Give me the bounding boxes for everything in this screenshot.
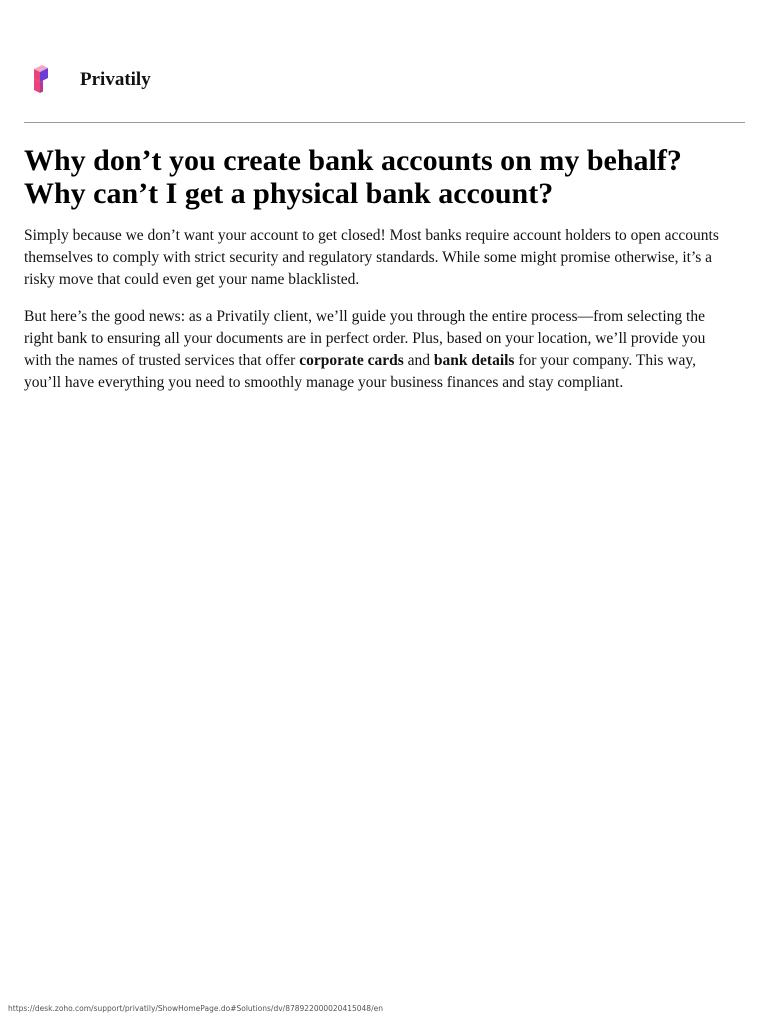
footer-url: https://desk.zoho.com/support/privatily/ShowHomePage.do#Solutions/dv/878922000020415048/en xyxy=(8,1004,383,1013)
paragraph-1: Simply because we don’t want your account to get closed! Most banks require account holders to open accounts themselves to comply with strict security and regulatory standards. While some might promise otherwise, it’s a risky move that could even get your name blacklisted. xyxy=(24,227,719,288)
paragraph-2 xyxy=(24,306,736,394)
paragraph-2-text-1: But here’s the good news: as a Privatily client, we’ll guide you through the entire process—from selecting the right bank to ensuring all your documents are in perfect order. Plus, based on your location, we’ll provide you with the names of trusted services that offer xyxy=(24,308,706,369)
title-line-2: Why can’t I get a physical bank account? xyxy=(24,177,554,210)
privatily-logo-icon[interactable] xyxy=(24,64,56,96)
header-divider xyxy=(24,122,745,123)
paragraph-2-text-3: for your company. This way, you’ll have everything you need to smoothly manage your business finances and stay compliant. xyxy=(24,352,696,391)
title-line-1: Why don’t you create bank accounts on my behalf? xyxy=(24,144,682,177)
page-header xyxy=(24,62,745,98)
article-title xyxy=(24,144,736,210)
paragraph-2-text-2: and xyxy=(403,352,434,369)
bank-details-emphasis: bank details xyxy=(433,352,515,369)
corporate-cards-emphasis: corporate cards xyxy=(299,352,404,369)
article xyxy=(24,144,736,394)
brand-name[interactable]: Privatily xyxy=(80,69,151,90)
